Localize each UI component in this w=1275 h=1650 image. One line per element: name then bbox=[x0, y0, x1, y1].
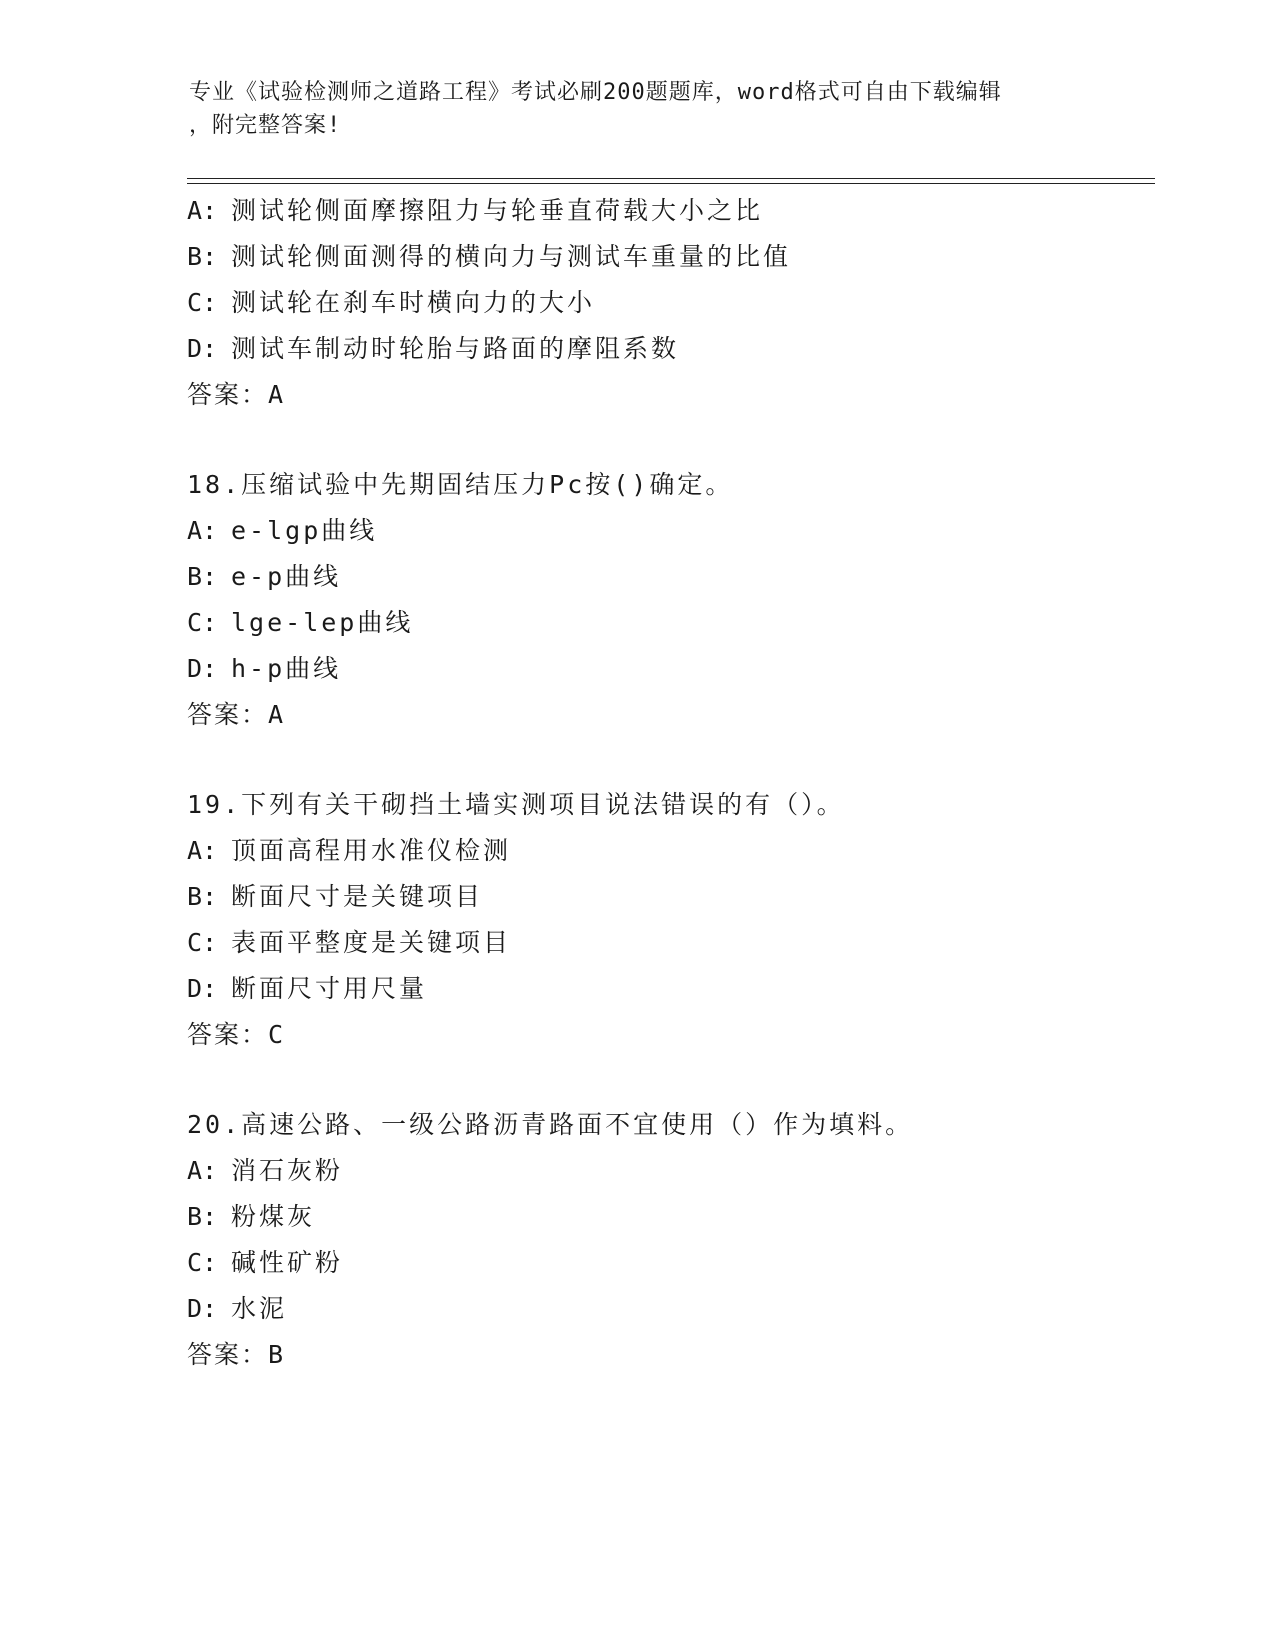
option-c: C: lge-lep曲线 bbox=[187, 608, 414, 637]
question-list bbox=[187, 188, 1147, 1378]
document-header bbox=[189, 76, 1089, 142]
option-a: A: 消石灰粉 bbox=[187, 1156, 344, 1185]
option-b: B: 粉煤灰 bbox=[187, 1202, 316, 1231]
question-20 bbox=[187, 1102, 1147, 1378]
answer: 答案：C bbox=[187, 1020, 286, 1049]
answer: 答案：A bbox=[187, 700, 286, 729]
option-d: D: 测试车制动时轮胎与路面的摩阻系数 bbox=[187, 334, 680, 363]
answer: 答案：B bbox=[187, 1340, 286, 1369]
option-c: C: 碱性矿粉 bbox=[187, 1248, 344, 1277]
option-c: C: 表面平整度是关键项目 bbox=[187, 928, 512, 957]
option-c: C: 测试轮在刹车时横向力的大小 bbox=[187, 288, 596, 317]
header-divider-bottom bbox=[187, 183, 1155, 184]
option-d: D: 断面尺寸用尺量 bbox=[187, 974, 428, 1003]
header-line-1: 专业《试验检测师之道路工程》考试必刷200题题库，word格式可自由下载编辑 bbox=[189, 80, 1002, 105]
option-d: D: h-p曲线 bbox=[187, 654, 342, 683]
question-spacer bbox=[187, 1058, 1147, 1102]
header-line-2: ，附完整答案! bbox=[189, 113, 342, 138]
question-19 bbox=[187, 782, 1147, 1058]
option-a: A: e-lgp曲线 bbox=[187, 516, 378, 545]
question-spacer bbox=[187, 418, 1147, 462]
question-18 bbox=[187, 462, 1147, 738]
option-b: B: 断面尺寸是关键项目 bbox=[187, 882, 484, 911]
question-spacer bbox=[187, 738, 1147, 782]
option-b: B: e-p曲线 bbox=[187, 562, 342, 591]
question-text: 20.高速公路、一级公路沥青路面不宜使用（）作为填料。 bbox=[187, 1110, 914, 1139]
option-d: D: 水泥 bbox=[187, 1294, 288, 1323]
option-b: B: 测试轮侧面测得的横向力与测试车重量的比值 bbox=[187, 242, 792, 271]
question-17 bbox=[187, 188, 1147, 418]
header-divider-top bbox=[187, 178, 1155, 179]
question-text: 19.下列有关干砌挡土墙实测项目说法错误的有（）。 bbox=[187, 790, 845, 819]
option-a: A: 测试轮侧面摩擦阻力与轮垂直荷载大小之比 bbox=[187, 196, 764, 225]
option-a: A: 顶面高程用水准仪检测 bbox=[187, 836, 512, 865]
question-text: 18.压缩试验中先期固结压力Pc按()确定。 bbox=[187, 470, 734, 499]
answer: 答案：A bbox=[187, 380, 286, 409]
